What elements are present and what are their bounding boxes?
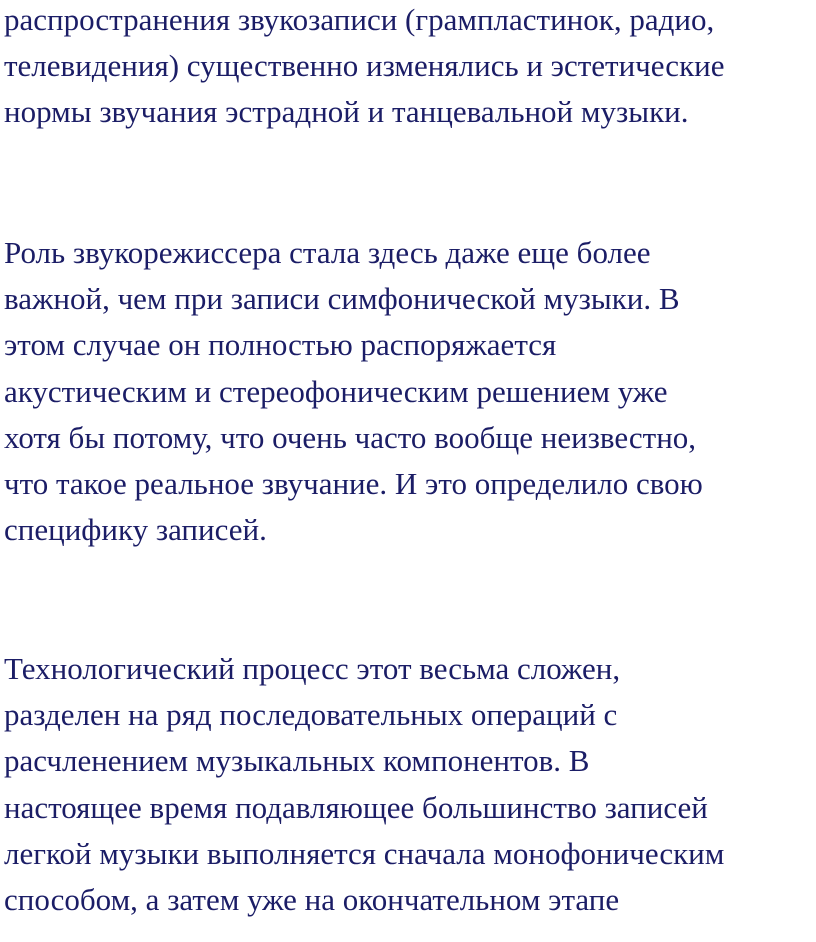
paragraph-line: телевидения) существенно изменялись и эстетические	[4, 48, 725, 84]
paragraph-3	[4, 646, 724, 923]
paragraph-line: распространения звукозаписи (грампластинок, радио,	[4, 2, 715, 37]
paragraph-line: разделен на ряд последовательных операций с	[4, 697, 618, 733]
paragraph-line: что такое реальное звучание. И это определило свою	[4, 466, 703, 502]
paragraph-line: настоящее время подавляющее большинство записей	[4, 789, 708, 825]
paragraph-line: легкой музыки выполняется сначала монофоническим	[4, 835, 725, 871]
paragraph-line: Технологический процесс этот весьма сложен,	[4, 651, 621, 686]
paragraph-line: этом случае он полностью распоряжается	[4, 327, 557, 363]
paragraph-1	[4, 0, 724, 136]
paragraph-line: специфику записей.	[4, 512, 267, 548]
paragraph-line: важной, чем при записи симфонической музыки. В	[4, 281, 680, 317]
paragraph-line: нормы звучания эстрадной и танцевальной музыки.	[4, 94, 689, 130]
paragraph-line: хотя бы потому, что очень часто вообще неизвестно,	[4, 419, 697, 455]
paragraph-2	[4, 230, 703, 553]
paragraph-line: акустическим и стереофоническим решением уже	[4, 373, 668, 409]
paragraph-line: расчленением музыкальных компонентов. В	[4, 743, 590, 779]
paragraph-line: Роль звукорежиссера стала здесь даже еще более	[4, 235, 651, 270]
paragraph-line: способом, а затем уже на окончательном этапе	[4, 882, 620, 918]
